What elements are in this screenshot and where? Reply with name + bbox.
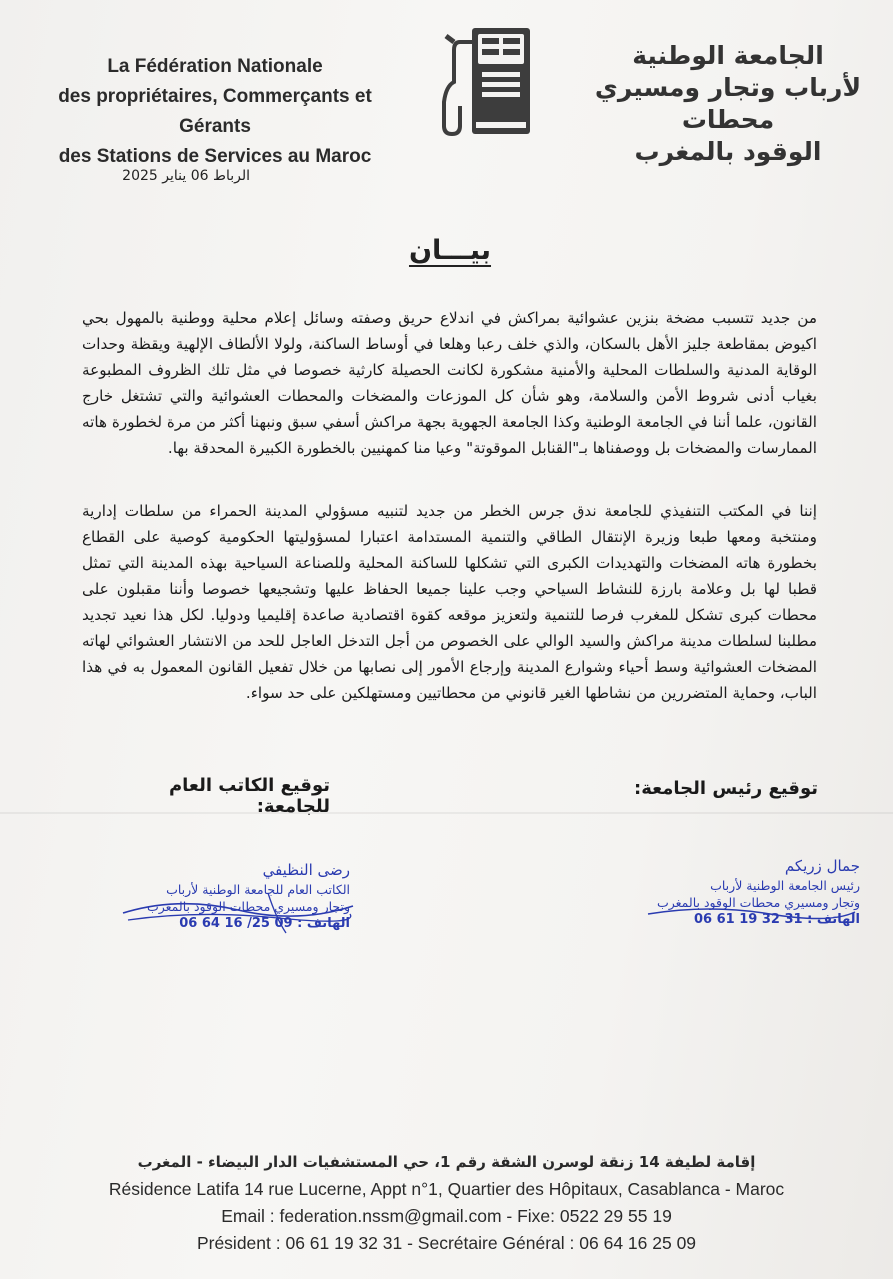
footer <box>40 1148 853 1257</box>
president-signature-label: توقيع رئيس الجامعة: <box>634 778 818 799</box>
footer-address-ar: إقامة لطيفة 14 زنقة لوسرن الشقة رقم 1، حي المستشفيات الدار البيضاء - المغرب <box>137 1153 756 1171</box>
header-fr-line: La Fédération Nationale <box>107 56 323 77</box>
president-phone: الهاتف : 31 32 19 61 06 <box>693 912 860 927</box>
document-title: بيـــان <box>408 235 492 266</box>
body-paragraph: من جديد تتسبب مضخة بنزين عشوائية بمراكش في اندلاع حريق وصفته وسائل إعلام محلية ووطنية بالمهول بحي اكيوض بمقاطعة جليز الأهل بالسكان، والذي خلف رعبا وهلعا في أوساط الساكنة، ولولا الألطاف الإلهية ويقظة وحدات الوقاية المدنية والسلطات المحلية والأمنية مشكورة لكانت الحصيلة كارثية خصوصا في مثل تلك الظروف المطبوعة بغياب أدنى شروط الأمن والسلامة، وهو شأن كل الموزعات والمضخات والمحطات العشوائية والتي تشتغل خارج القانون، علما أننا في الجامعة الوطنية وكذا الجامعة الجهوية بجهة مراكش أسفي سبق ونبهنا أكثر من مرة لخطورة هاته الممارسات والمضخات بل ووصفناها بـ"القنابل الموقوتة" وعيا منا كمهنيين بالخطورة الكبيرة المحدقة بها. <box>82 309 817 457</box>
header-french <box>30 52 400 172</box>
president-title: رئيس الجامعة الوطنية لأرباب <box>710 878 860 893</box>
footer-address-fr: Résidence Latifa 14 rue Lucerne, Appt n°1, Quartier des Hôpitaux, Casablanca - Maroc <box>108 1179 785 1199</box>
secretary-handwritten-signature <box>118 888 358 938</box>
president-handwritten-signature <box>640 900 860 930</box>
secretary-org: وتجار ومسيري محطات الوقود بالمغرب <box>146 899 350 914</box>
body-paragraph: إننا في المكتب التنفيذي للجامعة ندق جرس الخطر من جديد لتنبيه مسؤولي المدينة الحمراء من سلطات إدارية ومنتخبة ومعها طبعا وزيرة الإنتقال الطاقي والتنمية المستدامة اعتبارا لمسؤوليتها الحكومية كوصية على القطاع بخطورة هاته المضخات والتهديدات الكبرى التي تشكلها للساكنة المحلية وللصناعة السياحية بهذه المدينة التي تمثل قطبا لها بل وعلامة بارزة للنشاط السياحي وجب علينا جميعا الحفاظ عليها وتشجيعها خصوصا وأننا مقبلون على محطات كبرى تشكل للمغرب فرصا للتنمية ولتعزيز موقعه كقوة اقتصادية صاعدة إقليميا ودوليا. لكل هذا نعيد تجديد مطلبنا لسلطات مدينة مراكش والسيد الوالي على الخصوص من أجل التدخل العاجل للحد من الانتشار العشوائي لهاته المضخات العشوائية وسط أحياء وشوارع المدينة وإرجاع الأمور إلى نصابها من خلال تفعيل القانون المعمول به في هذا الباب، وحماية المتضررين من نشاطها الغير قانوني من محطاتيين ومستهلكين على حد سواء. <box>82 502 817 702</box>
header-fr-line: des propriétaires, Commerçants et Gérants <box>58 86 372 137</box>
president-name: جمال زريكم <box>784 857 860 875</box>
header-ar-line: الجامعة الوطنية <box>632 41 824 70</box>
header-ar-line: الوقود بالمغرب <box>634 137 822 166</box>
header-ar-line: لأرباب وتجار ومسيري محطات <box>594 73 862 134</box>
president-org: وتجار ومسيري محطات الوقود بالمغرب <box>656 895 860 910</box>
header-arabic <box>588 40 868 168</box>
secretary-phone: الهاتف : 09 25/ 16 64 06 <box>179 916 350 931</box>
footer-contact: Email : federation.nssm@gmail.com - Fixe: 0522 29 55 19 <box>221 1206 672 1226</box>
secretary-name: رضى النظيفي <box>262 861 350 879</box>
fuel-pump-icon <box>436 22 536 140</box>
letter-date: الرباط 06 يناير 2025 <box>122 168 250 184</box>
secretary-signature-label: توقيع الكاتب العام للجامعة: <box>168 775 330 817</box>
secretary-title: الكاتب العام للجامعة الوطنية لأرباب <box>166 882 350 897</box>
footer-phones: Président : 06 61 19 32 31 - Secrétaire Général : 06 64 16 25 09 <box>196 1233 697 1253</box>
header-fr-line: des Stations de Services au Maroc <box>58 146 372 167</box>
